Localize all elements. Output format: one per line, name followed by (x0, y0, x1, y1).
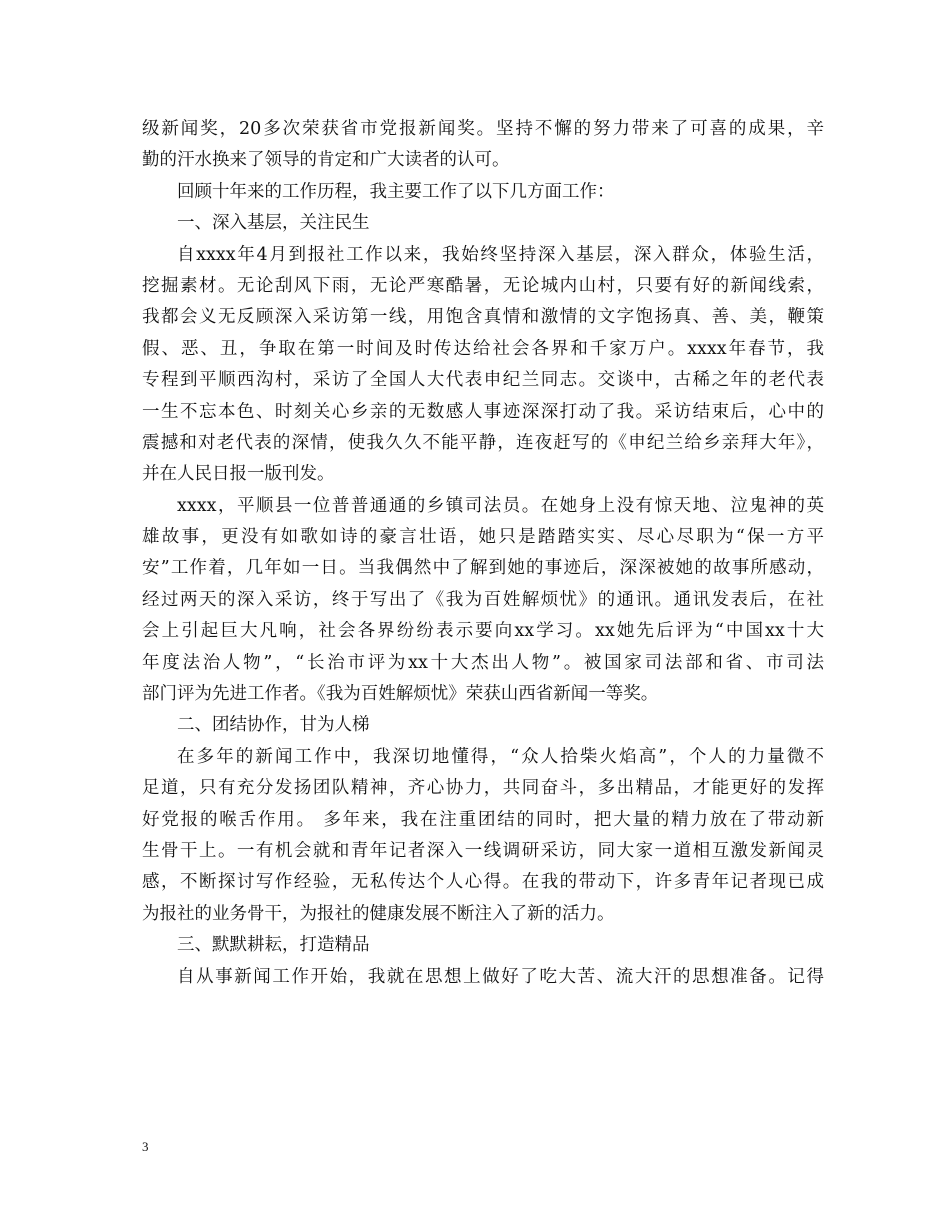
text-line: 会上引起巨大凡响，社会各界纷纷表示要向xx学习。xx她先后评为“中国xx十大 (142, 621, 824, 642)
text-line: 感，不断探讨写作经验，无私传达个人心得。在我的带动下，许多青年记者现已成 (142, 872, 824, 893)
text-line: 并在人民日报一版刊发。 (142, 464, 335, 485)
text-line: xxxx，平顺县一位普普通通的乡镇司法员。在她身上没有惊天地、泣鬼神的英 (177, 495, 824, 516)
text-line: 经过两天的深入采访，终于写出了《我为百姓解烦忧》的通讯。通讯发表后，在社 (142, 589, 824, 610)
text-line: 二、团结协作，甘为人梯 (177, 715, 370, 736)
text-line: 一生不忘本色、时刻关心乡亲的无数感人事迹深深打动了我。采访结束后，心中的 (142, 401, 824, 422)
text-line: 我都会义无反顾深入采访第一线，用饱含真情和激情的文字饱扬真、善、美，鞭策 (142, 307, 824, 328)
text-line: 生骨干上。一有机会就和青年记者深入一线调研采访，同大家一道相互激发新闻灵 (142, 840, 824, 861)
text-line: 一、深入基层，关注民生 (177, 213, 370, 234)
text-line: 年度法治人物”，“长治市评为xx十大杰出人物”。被国家司法部和省、市司法 (142, 652, 824, 673)
text-line: 部门评为先进工作者。《我为百姓解烦忧》荣获山西省新闻一等奖。 (142, 684, 659, 705)
text-line: 震撼和对老代表的深情，使我久久不能平静，连夜赶写的《申纪兰给乡亲拜大年》， (142, 432, 824, 453)
text-line: 雄故事，更没有如歌如诗的豪言壮语，她只是踏踏实实、尽心尽职为“保一方平 (142, 527, 824, 548)
text-line: 挖掘素材。无论刮风下雨，无论严寒酷暑，无论城内山村，只要有好的新闻线索， (142, 275, 824, 296)
page-number: 3 (142, 1139, 149, 1154)
text-line: 专程到平顺西沟村，采访了全国人大代表申纪兰同志。交谈中，古稀之年的老代表 (142, 370, 824, 391)
text-line: 勤的汗水换来了领导的肯定和广大读者的认可。 (142, 150, 510, 171)
text-line: 好党报的喉舌作用。 多年来，我在注重团结的同时，把大量的精力放在了带动新 (142, 809, 824, 830)
text-line: 自从事新闻工作开始，我就在思想上做好了吃大苦、流大汗的思想准备。记得 (177, 966, 824, 987)
text-line: 自xxxx年4月到报社工作以来，我始终坚持深入基层，深入群众，体验生活， (177, 244, 824, 265)
text-line: 回顾十年来的工作历程，我主要工作了以下几方面工作： (177, 181, 615, 202)
document-body (142, 114, 824, 993)
text-line: 为报社的业务骨干，为报社的健康发展不断注入了新的活力。 (142, 903, 615, 924)
text-line: 三、默默耕耘，打造精品 (177, 935, 370, 956)
text-line: 假、恶、丑，争取在第一时间及时传达给社会各界和千家万户。xxxx年春节，我 (142, 338, 824, 359)
text-line: 安”工作着，几年如一日。当我偶然中了解到她的事迹后，深深被她的故事所感动， (142, 558, 824, 579)
text-line: 级新闻奖，20多次荣获省市党报新闻奖。坚持不懈的努力带来了可喜的成果，辛 (142, 119, 824, 139)
text-line: 在多年的新闻工作中，我深切地懂得，“众人拾柴火焰高”，个人的力量微不 (177, 746, 824, 767)
text-line: 足道，只有充分发扬团队精神，齐心协力，共同奋斗，多出精品，才能更好的发挥 (142, 778, 824, 799)
